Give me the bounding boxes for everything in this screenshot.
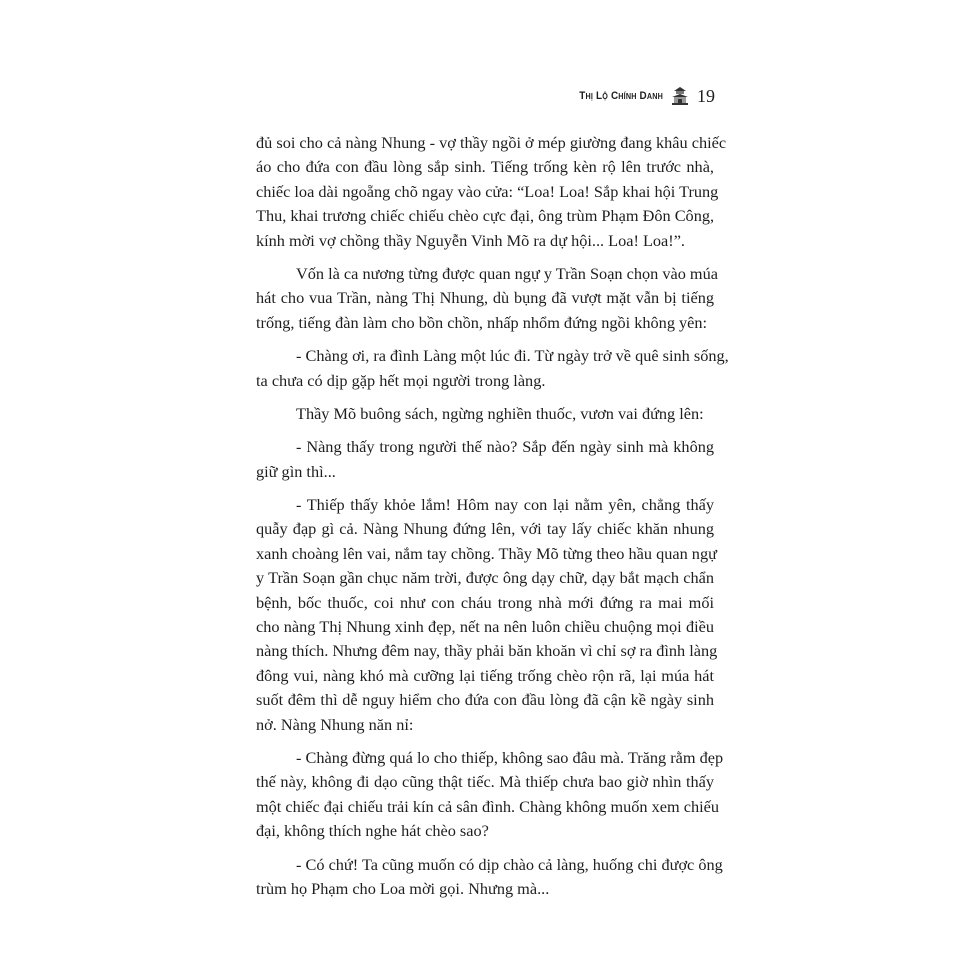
running-header xyxy=(540,84,715,108)
text-line: Vốn là ca nương từng được quan ngự y Trần Soạn chọn vào múa xyxy=(296,263,718,283)
text-line: giữ gìn thì... xyxy=(256,461,336,481)
text-line: thế này, không đi dạo cũng thật tiếc. Mà thiếp chưa bao giờ nhìn thấy xyxy=(256,772,714,792)
text-line: chiếc loa dài ngoẵng chõ ngay vào cửa: “Loa! Loa! Sắp khai hội Trung xyxy=(256,181,719,201)
text-line: nàng thích. Nhưng đêm nay, thầy phải băn khoăn vì chỉ sợ ra đình làng xyxy=(256,641,718,661)
text-line: bệnh, bốc thuốc, coi như con cháu trong nhà mới đứng ra mai mối xyxy=(256,592,714,612)
text-line: đại, không thích nghe hát chèo sao? xyxy=(256,821,489,841)
text-line: đủ soi cho cả nàng Nhung - vợ thầy ngồi ở mép giường đang khâu chiếc xyxy=(256,133,727,152)
text-line: Thu, khai trương chiếc chiếu chèo cực đại, ông trùm Phạm Đôn Công, xyxy=(256,206,715,226)
text-line: kính mời vợ chồng thầy Nguyễn Vinh Mõ ra dự hội... Loa! Loa!”. xyxy=(256,230,686,250)
running-title: Thị Lộ Chính Danh xyxy=(579,90,663,102)
text-line: y Trần Soạn gần chục năm trời, được ông dạy chữ, dạy bắt mạch chẩn xyxy=(256,568,714,588)
text-line: - Nàng thấy trong người thế nào? Sắp đến ngày sinh mà không xyxy=(296,437,714,457)
text-line: trống, tiếng đàn làm cho bồn chồn, nhấp nhổm đứng ngồi không yên: xyxy=(256,312,708,332)
text-line: - Thiếp thấy khỏe lắm! Hôm nay con lại nằm yên, chẳng thấy xyxy=(296,495,714,515)
paragraph xyxy=(256,746,724,844)
text-line: nở. Nàng Nhung năn nỉ: xyxy=(256,714,414,734)
text-line: xanh choàng lên vai, nắm tay chồng. Thầy Mõ từng theo hầu quan ngự xyxy=(256,543,717,563)
text-line: cho nàng Thị Nhung xinh đẹp, nết na nên luôn chiều chuộng mọi điều xyxy=(256,617,714,637)
paragraph xyxy=(256,131,727,253)
text-line: suốt đêm thì dễ nguy hiểm cho đứa con đầu lòng đã cận kề ngày sinh xyxy=(256,690,714,710)
text-line: - Chàng đừng quá lo cho thiếp, không sao đâu mà. Trăng rằm đẹp xyxy=(296,747,724,767)
paragraph xyxy=(256,493,718,737)
text-line: hát cho vua Trần, nàng Thị Nhung, dù bụng đã vượt mặt vẫn bị tiếng xyxy=(256,288,714,308)
body-text xyxy=(256,131,729,910)
paragraph xyxy=(256,853,723,902)
paragraph xyxy=(256,435,714,484)
page-number: 19 xyxy=(697,85,715,106)
text-line: đông vui, nàng khó mà cưỡng lại tiếng trống chèo rộn rã, lại múa hát xyxy=(256,665,714,685)
text-line: Thầy Mõ buông sách, ngừng nghiền thuốc, vươn vai đứng lên: xyxy=(296,403,704,423)
text-line: một chiếc đại chiếu trải kín cả sân đình. Chàng không muốn xem chiếu xyxy=(256,796,719,816)
text-line: áo cho đứa con đầu lòng sắp sinh. Tiếng trống kèn rộ lên trước nhà, xyxy=(256,157,714,177)
paragraph xyxy=(256,344,729,393)
text-line: trùm họ Phạm cho Loa mời gọi. Nhưng mà... xyxy=(256,878,550,898)
text-line: - Chàng ơi, ra đình Làng một lúc đi. Từ ngày trở về quê sinh sống, xyxy=(296,346,729,366)
paragraph xyxy=(256,402,714,426)
paragraph xyxy=(256,262,718,335)
temple-icon xyxy=(671,86,689,106)
text-line: quẫy đạp gì cả. Nàng Nhung đứng lên, với tay lấy chiếc khăn nhung xyxy=(256,519,714,539)
text-line: - Có chứ! Ta cũng muốn có dịp chào cả làng, huống chi được ông xyxy=(296,854,723,874)
text-line: ta chưa có dịp gặp hết mọi người trong làng. xyxy=(256,370,546,390)
